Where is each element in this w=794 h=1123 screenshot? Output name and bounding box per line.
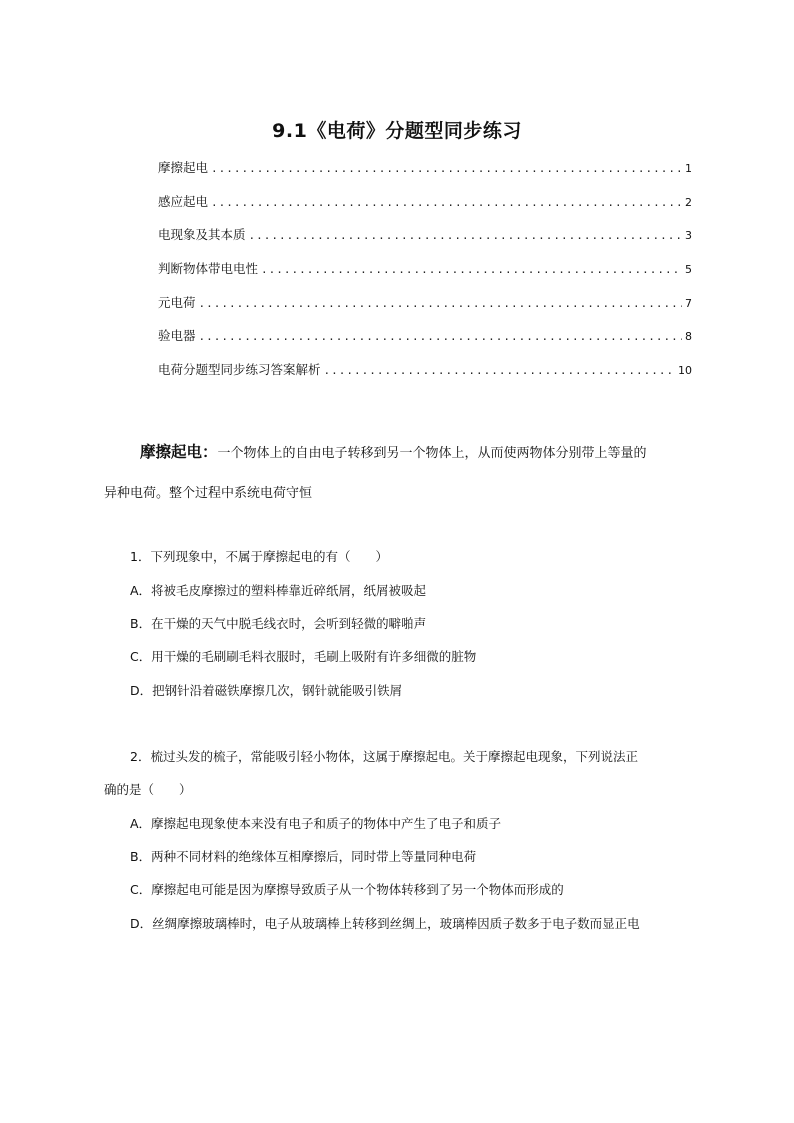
toc-entry-page: 10 [678, 364, 692, 378]
question-2-stem-line2: 确的是（ ） [104, 782, 192, 797]
toc-entry-page: 5 [685, 263, 692, 277]
toc-entry[interactable] [158, 292, 692, 326]
toc-entry[interactable] [158, 325, 692, 359]
question-1-option-a[interactable]: A．将被毛皮摩擦过的塑料棒靠近碎纸屑，纸屑被吸起 [130, 583, 427, 598]
question-1-option-d[interactable]: D．把钢针沿着磁铁摩擦几次，钢针就能吸引铁屑 [130, 683, 403, 698]
toc-entry-label: 感应起电 [158, 193, 209, 209]
question-2-option-b[interactable]: B．两种不同材料的绝缘体互相摩擦后，同时带上等量同种电荷 [130, 849, 477, 864]
question-2-option-d[interactable]: D．丝绸摩擦玻璃棒时，电子从玻璃棒上转移到丝绸上，玻璃棒因质子数多于电子数而显正电 [130, 916, 640, 931]
toc-dot-leader [324, 360, 675, 382]
question-2-option-a[interactable]: A．摩擦起电现象使本来没有电子和质子的物体中产生了电子和质子 [130, 816, 502, 831]
question-2-stem-line1: 2．梳过头发的梳子，常能吸引轻小物体，这属于摩擦起电。关于摩擦起电现象，下列说法正 [130, 749, 638, 764]
toc-entry-label: 判断物体带电电性 [158, 261, 259, 277]
question-1-option-b[interactable]: B．在干燥的天气中脱毛线衣时，会听到轻微的噼啪声 [130, 616, 427, 631]
toc-entry[interactable] [158, 224, 692, 258]
document-title: 9.1《电荷》分题型同步练习 [272, 120, 522, 142]
intro-line: 异种电荷。整个过程中系统电荷守恒 [104, 486, 313, 501]
toc-entry-page: 8 [685, 330, 692, 344]
toc-entry-label: 验电器 [158, 328, 196, 344]
toc-entry-label: 元电荷 [158, 294, 196, 310]
toc-entry-label: 电荷分题型同步练习答案解析 [158, 362, 321, 378]
toc-entry-label: 摩擦起电 [158, 160, 209, 175]
question-1-option-c[interactable]: C．用干燥的毛刷刷毛料衣服时，毛刷上吸附有许多细微的脏物 [130, 649, 477, 664]
toc-dot-leader [249, 225, 682, 247]
intro-text: 一个物体上的自由电子转移到另一个物体上，从而使两物体分别带上等量的 [217, 446, 647, 461]
toc-entry-page: 7 [685, 296, 692, 310]
toc-entry[interactable] [158, 258, 692, 292]
question-2-option-c[interactable]: C．摩擦起电可能是因为摩擦导致质子从一个物体转移到了另一个物体而形成的 [130, 882, 564, 897]
toc-dot-leader [261, 259, 682, 281]
term-colon: ： [202, 443, 218, 461]
toc-entry[interactable] [158, 157, 692, 191]
toc-entry-page: 1 [685, 162, 692, 175]
table-of-contents [158, 157, 692, 393]
toc-dot-leader [211, 158, 682, 180]
toc-entry-label: 电现象及其本质 [158, 227, 246, 243]
toc-dot-leader [211, 192, 682, 214]
toc-dot-leader [199, 293, 682, 315]
toc-entry-page: 2 [685, 195, 692, 209]
toc-entry-page: 3 [685, 229, 692, 243]
intro-line [140, 440, 647, 462]
toc-entry[interactable] [158, 191, 692, 225]
question-1-stem: 1．下列现象中，不属于摩擦起电的有（ ） [130, 549, 388, 564]
toc-entry[interactable] [158, 359, 692, 393]
section-term: 摩擦起电 [140, 443, 203, 461]
toc-dot-leader [199, 326, 682, 348]
